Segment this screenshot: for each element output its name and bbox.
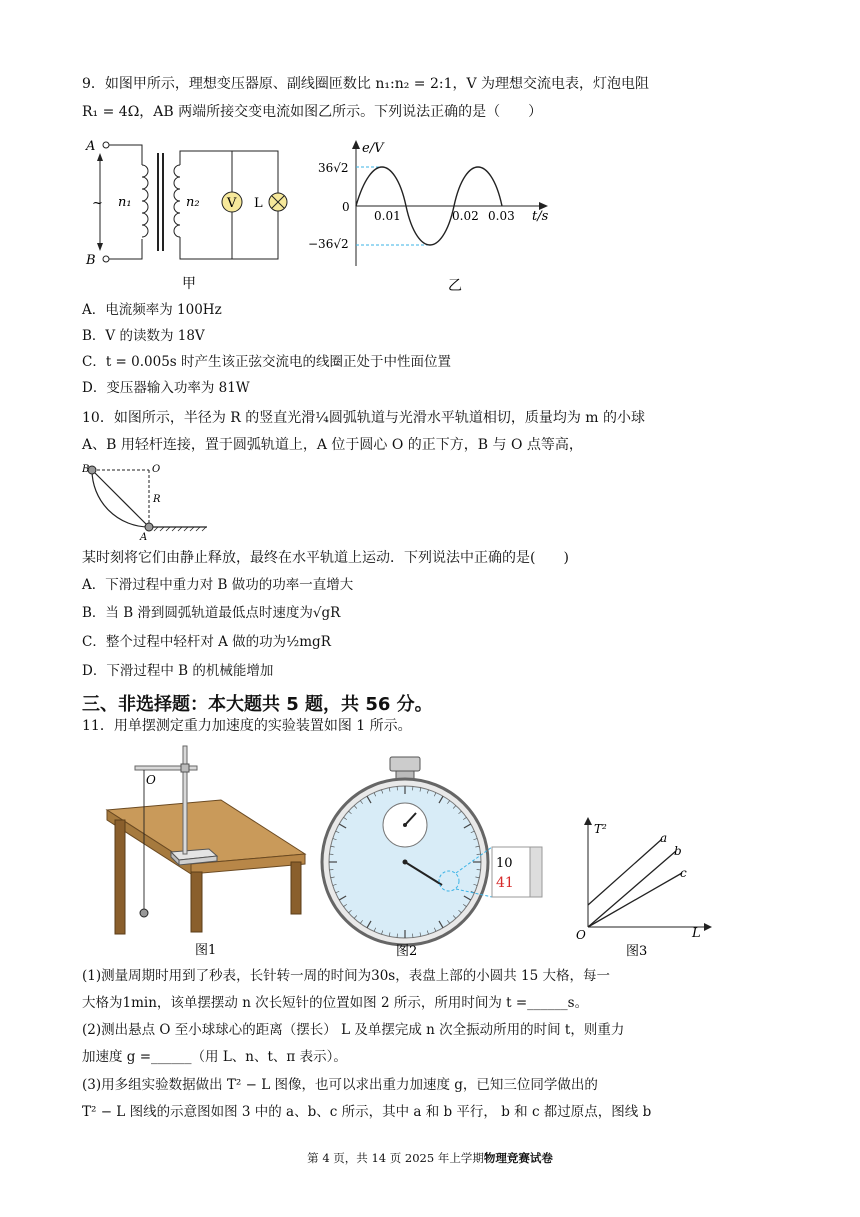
page-footer	[0, 1150, 860, 1166]
ymax-label: 36√2	[318, 161, 349, 175]
line-a-label: a	[660, 831, 668, 845]
q11-stem: 11．用单摆测定重力加速度的实验装置如图 1 所示。	[82, 718, 412, 734]
label-O: O	[152, 464, 161, 475]
q10-stem-line2: A、B 用轻杆连接，置于圆弧轨道上，A 位于圆心 O 的正下方，B 与 O 点等高，	[82, 437, 583, 453]
q10-stem-line1: 10．如图所示，半径为 R 的竖直光滑¼圆弧轨道与光滑水平轨道相切，质量均为 m 的小球	[82, 410, 645, 426]
q9-option-c: C．t = 0.005s 时产生该正弦交流电的线圈正处于中性面位置	[82, 354, 452, 370]
arc-track-figure	[82, 460, 212, 544]
stopwatch-figure	[316, 755, 556, 960]
t1-label: 0.01	[374, 209, 401, 223]
label-B: B	[86, 253, 96, 268]
xlabel-t: t/s	[532, 209, 549, 224]
q10-option-c: C．整个过程中轻杆对 A 做的功为½mgR	[82, 634, 331, 650]
label-A: A	[86, 139, 96, 154]
footer-page-info: 第 4 页，共 14 页 2025 年上学期	[307, 1151, 484, 1165]
pendulum-figure	[105, 742, 315, 962]
q11-part3-line1: (3)用多组实验数据做出 T² − L 图像，也可以求出重力加速度 g，已知三位同学做出的	[82, 1077, 598, 1093]
ylabel-e: e/V	[362, 141, 384, 156]
q11-part1-line1: (1)测量周期时用到了秒表，长针转一周的时间为30s，表盘上部的小圆共 15 大格，每一	[82, 968, 610, 984]
caption-fig2: 图2	[396, 944, 418, 959]
q11-part3-line2: T² − L 图线的示意图如图 3 中的 a、b、c 所示，其中 a 和 b 平行， b 和 c 都过原点，图线 b	[82, 1104, 652, 1120]
label-B: B	[82, 464, 90, 475]
t2-l-graph	[572, 815, 722, 960]
q9-option-d: D．变压器输入功率为 81W	[82, 380, 250, 396]
q9-option-a: A．电流频率为 100Hz	[82, 302, 222, 318]
caption-yi: 乙	[448, 278, 462, 294]
label-R: R	[153, 494, 161, 505]
sine-wave-figure	[302, 140, 572, 300]
q9-option-b: B．V 的读数为 18V	[82, 328, 205, 344]
ac-tilde: ~	[92, 196, 103, 211]
q10-stem-line3: 某时刻将它们由静止释放，最终在水平轨道上运动．下列说法中正确的是( )	[82, 550, 569, 566]
zoom-top-number: 10	[496, 856, 513, 871]
label-O: O	[146, 773, 156, 787]
caption-jia: 甲	[182, 276, 196, 292]
q9-stem-line2: R₁ = 4Ω，AB 两端所接交变电流如图乙所示。下列说法正确的是（ ）	[82, 104, 543, 120]
q10-option-a: A．下滑过程中重力对 B 做功的功率一直增大	[82, 577, 354, 593]
ylabel-T2: T²	[594, 822, 607, 836]
caption-fig3: 图3	[626, 944, 648, 959]
line-c-label: c	[680, 866, 687, 880]
xlabel-L: L	[692, 926, 701, 941]
t3-label: 0.03	[488, 209, 515, 223]
origin-O: O	[576, 928, 586, 942]
section-heading: 三、非选择题：本大题共 5 题，共 56 分。	[82, 694, 433, 715]
label-n2: n₂	[186, 195, 200, 210]
label-n1: n₁	[118, 195, 132, 210]
transformer-circuit-figure	[82, 135, 302, 295]
ymin-label: −36√2	[308, 237, 349, 251]
q11-part2-line1: (2)测出悬点 O 至小球球心的距离（摆长） L 及单摆完成 n 次全振动所用的时间 t，则重力	[82, 1022, 625, 1038]
q10-option-d: D．下滑过程中 B 的机械能增加	[82, 663, 274, 679]
zoom-bottom-number: 41	[496, 875, 514, 891]
caption-fig1: 图1	[195, 943, 217, 958]
q11-part1-line2: 大格为1min，该单摆摆动 n 次长短针的位置如图 2 所示，所用时间为 t =______s。	[82, 995, 589, 1011]
lamp-L: L	[254, 196, 263, 211]
line-b-label: b	[674, 844, 682, 858]
q11-part2-line2: 加速度 g =______（用 L、n、t、π 表示）。	[82, 1049, 347, 1065]
t2-label: 0.02	[452, 209, 479, 223]
q9-stem-line1: 9．如图甲所示，理想变压器原、副线圈匝数比 n₁:n₂ = 2:1，V 为理想交流电表，灯泡电阻	[82, 76, 650, 92]
voltmeter-V: V	[227, 196, 237, 211]
q10-option-b: B．当 B 滑到圆弧轨道最低点时速度为√gR	[82, 605, 341, 621]
label-A: A	[140, 532, 148, 543]
zero-label: 0	[342, 200, 350, 214]
footer-exam-title: 物理竞赛试卷	[483, 1151, 553, 1165]
